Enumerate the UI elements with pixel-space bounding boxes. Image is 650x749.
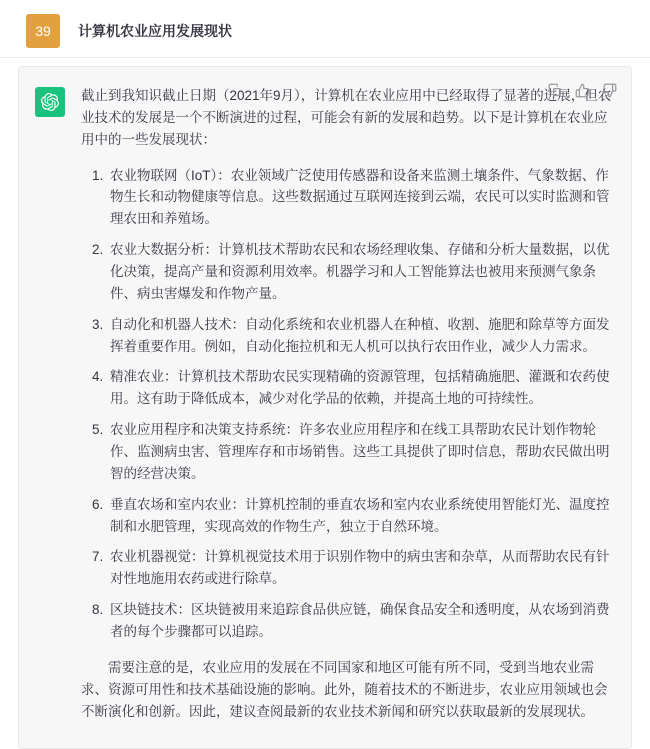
list-item: 1. 农业物联网（IoT）：农业领域广泛使用传感器和设备来监测土壤条件、气象数据、作物生长和动物健康等信息。这些数据通过互联网连接到云端，农民可以实时监测和管理农田和养殖场。 bbox=[107, 165, 615, 231]
assistant-ordered-list bbox=[81, 165, 615, 643]
list-item: 6. 垂直农场和室内农业：计算机控制的垂直农场和室内农业系统使用智能灯光、温度控制和水肥管理，实现高效的作物生产，独立于自然环境。 bbox=[107, 494, 615, 538]
list-item: 5. 农业应用程序和决策支持系统：许多农业应用程序和在线工具帮助农民计划作物轮作、监测病虫害、管理库存和市场销售。这些工具提供了即时信息，帮助农民做出明智的经营决策。 bbox=[107, 419, 615, 485]
assistant-intro-paragraph: 截止到我知识截止日期（2021年9月），计算机在农业应用中已经取得了显著的进展，但农业技术的发展是一个不断演进的过程，可能会有新的发展和趋势。以下是计算机在农业应用中的一些发展现状： bbox=[81, 88, 612, 147]
user-message-row bbox=[0, 0, 650, 58]
assistant-outro-paragraph: 需要注意的是，农业应用的发展在不同国家和地区可能有所不同，受到当地农业需求、资源可用性和技术基础设施的影响。此外，随着技术的不断进步，农业应用领域也会不断演化和创新。因此，建议查阅最新的农业技术新闻和研究以获取最新的发展现状。 bbox=[81, 659, 608, 719]
thumbs-down-icon[interactable] bbox=[602, 83, 617, 98]
thumbs-up-icon[interactable] bbox=[575, 83, 590, 98]
message-index-badge: 39 bbox=[26, 14, 60, 48]
list-item: 2. 农业大数据分析：计算机技术帮助农民和农场经理收集、存储和分析大量数据，以优化决策，提高产量和资源利用效率。机器学习和人工智能算法也被用来预测气象条件、病虫害爆发和作物产量。 bbox=[107, 239, 615, 305]
assistant-message-body bbox=[81, 85, 615, 732]
list-item: 3. 自动化和机器人技术：自动化系统和农业机器人在种植、收割、施肥和除草等方面发挥着重要作用。例如，自动化拖拉机和无人机可以执行农田作业，减少人力需求。 bbox=[107, 314, 615, 358]
list-item: 4. 精准农业：计算机技术帮助农民实现精确的资源管理，包括精确施肥、灌溉和农药使用。这有助于降低成本，减少对化学品的依赖，并提高土地的可持续性。 bbox=[107, 366, 615, 410]
message-actions bbox=[548, 83, 617, 98]
list-item: 7. 农业机器视觉：计算机视觉技术用于识别作物中的病虫害和杂草，从而帮助农民有针对性地施用农药或进行除草。 bbox=[107, 546, 615, 590]
list-item: 8. 区块链技术：区块链被用来追踪食品供应链，确保食品安全和透明度，从农场到消费者的每个步骤都可以追踪。 bbox=[107, 599, 615, 643]
assistant-message-card bbox=[18, 66, 632, 749]
user-prompt-text: 计算机农业应用发展现状 bbox=[78, 23, 232, 39]
openai-logo-icon bbox=[35, 87, 65, 117]
copy-icon[interactable] bbox=[548, 83, 563, 98]
